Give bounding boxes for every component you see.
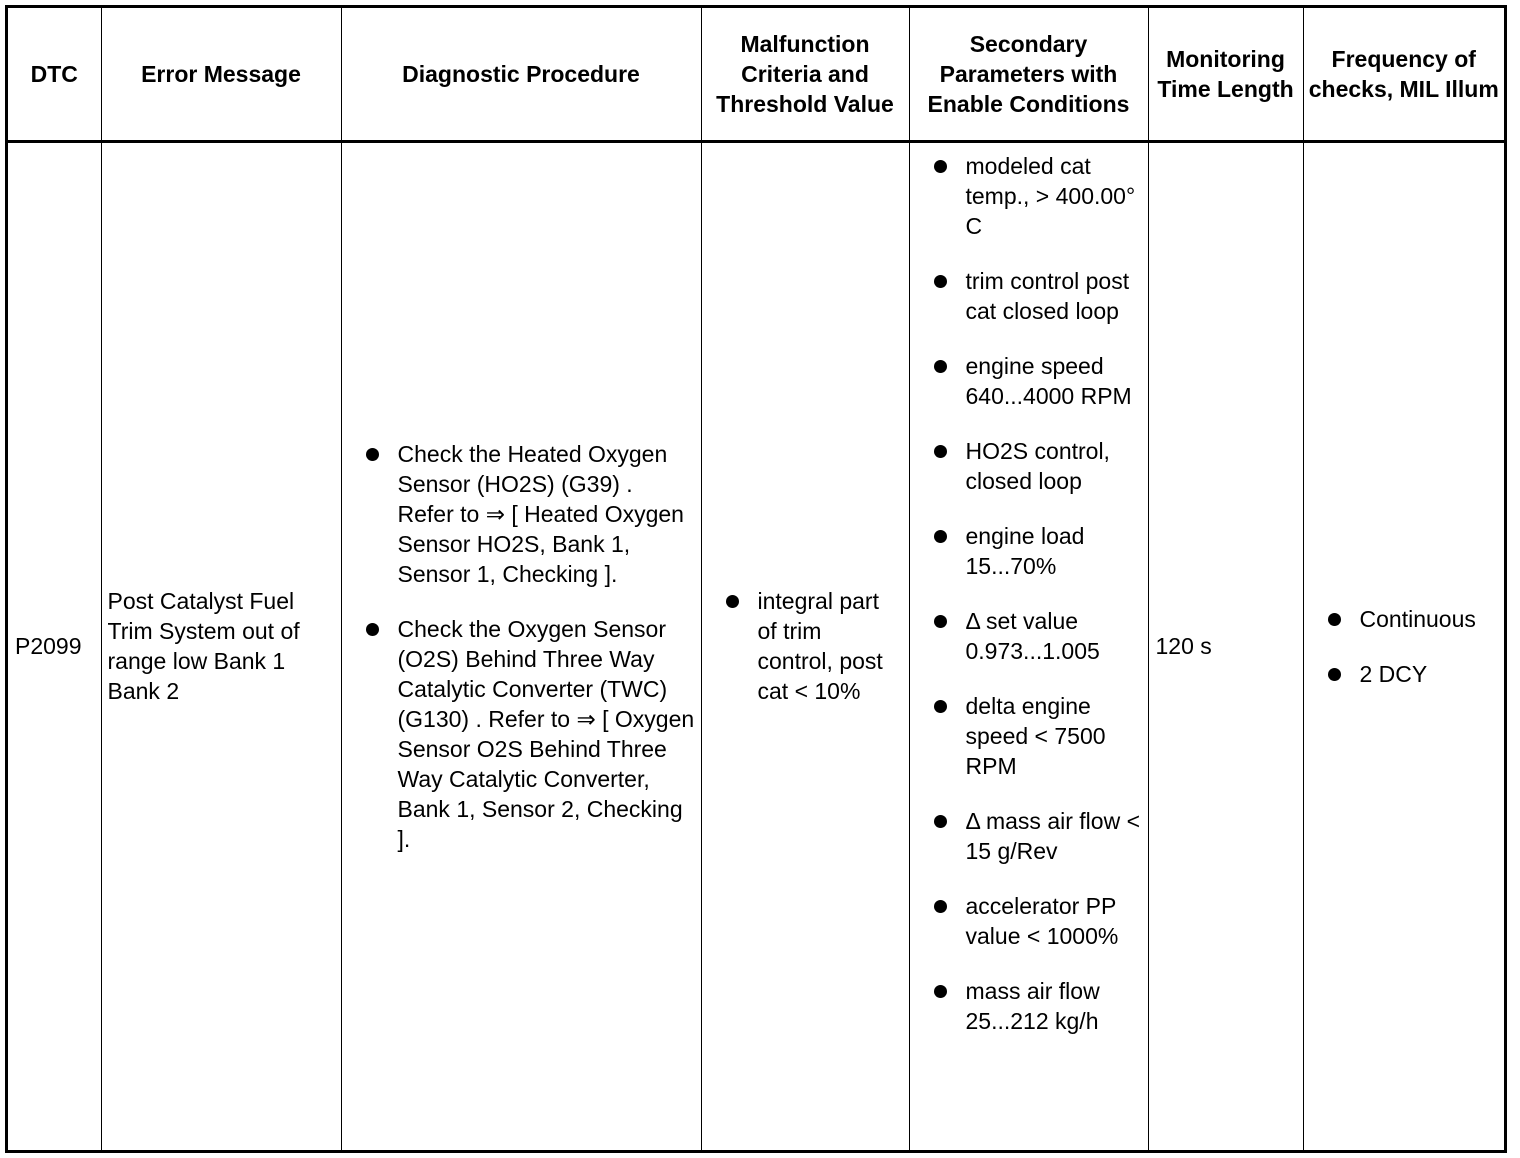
table-row xyxy=(8,141,1504,1150)
malfunction-criterion: integral part of trim control, post cat < 10% xyxy=(758,586,903,706)
cell-malfunction-criteria xyxy=(701,141,909,1150)
header-monitoring-time: Monitoring Time Length xyxy=(1148,8,1303,141)
header-row xyxy=(8,8,1504,141)
secondary-parameter: trim control post cat closed loop xyxy=(966,266,1142,326)
secondary-parameter: modeled cat temp., > 400.00° C xyxy=(966,151,1142,241)
cell-error-message xyxy=(101,141,341,1150)
secondary-parameter: Δ mass air flow < 15 g/Rev xyxy=(965,807,1140,864)
header-frequency: Frequency of checks, MIL Illum xyxy=(1303,8,1504,141)
secondary-parameter: accelerator PP value < 1000% xyxy=(966,891,1142,951)
secondary-parameter: Δ set value 0.973...1.005 xyxy=(966,606,1142,666)
secondary-parameter: engine load 15...70% xyxy=(966,521,1142,581)
diagnostic-steps-list xyxy=(342,439,701,854)
secondary-parameters-list xyxy=(910,143,1148,1036)
header-error-message: Error Message xyxy=(101,8,341,141)
diagnostic-step: Check the Heated Oxygen Sensor (HO2S) (G39) . Refer to ⇒ [ Heated Oxygen Sensor HO2S, Bank 1, Sensor 1, Checking ]. xyxy=(398,439,695,589)
header-secondary-parameters: Secondary Parameters with Enable Conditions xyxy=(909,8,1148,141)
header-diagnostic-procedure: Diagnostic Procedure xyxy=(341,8,701,141)
header-dtc: DTC xyxy=(8,8,101,141)
dtc-code: P2099 xyxy=(15,633,82,660)
header-malfunction-criteria: Malfunction Criteria and Threshold Value xyxy=(701,8,909,141)
secondary-parameter: delta engine speed < 7500 RPM xyxy=(966,691,1142,781)
cell-dtc xyxy=(8,141,101,1150)
cell-diagnostic-procedure xyxy=(341,141,701,1150)
secondary-parameter: engine speed 640...4000 RPM xyxy=(966,351,1142,411)
cell-secondary-parameters xyxy=(909,141,1148,1150)
cell-monitoring-time xyxy=(1148,141,1303,1150)
error-message-text: Post Catalyst Fuel Trim System out of range low Bank 1 Bank 2 xyxy=(107,588,300,705)
secondary-parameter: mass air flow 25...212 kg/h xyxy=(966,976,1142,1036)
dtc-table-sheet xyxy=(5,5,1507,1153)
cell-frequency xyxy=(1303,141,1504,1150)
frequency-item: 2 DCY xyxy=(1360,659,1499,689)
frequency-list xyxy=(1304,604,1505,689)
diagnostic-step: Check the Oxygen Sensor (O2S) Behind Three Way Catalytic Converter (TWC) (G130) . Refer to ⇒ [ Oxygen Sensor O2S Behind Three Way Catalytic Converter, Bank 1, Sensor 2, Checking ]. xyxy=(397,615,695,852)
monitoring-time-value: 120 s xyxy=(1155,633,1212,660)
frequency-item: Continuous xyxy=(1360,604,1499,634)
dtc-table xyxy=(8,8,1504,1150)
malfunction-criteria-list xyxy=(702,586,909,706)
secondary-parameter: HO2S control, closed loop xyxy=(966,436,1142,496)
